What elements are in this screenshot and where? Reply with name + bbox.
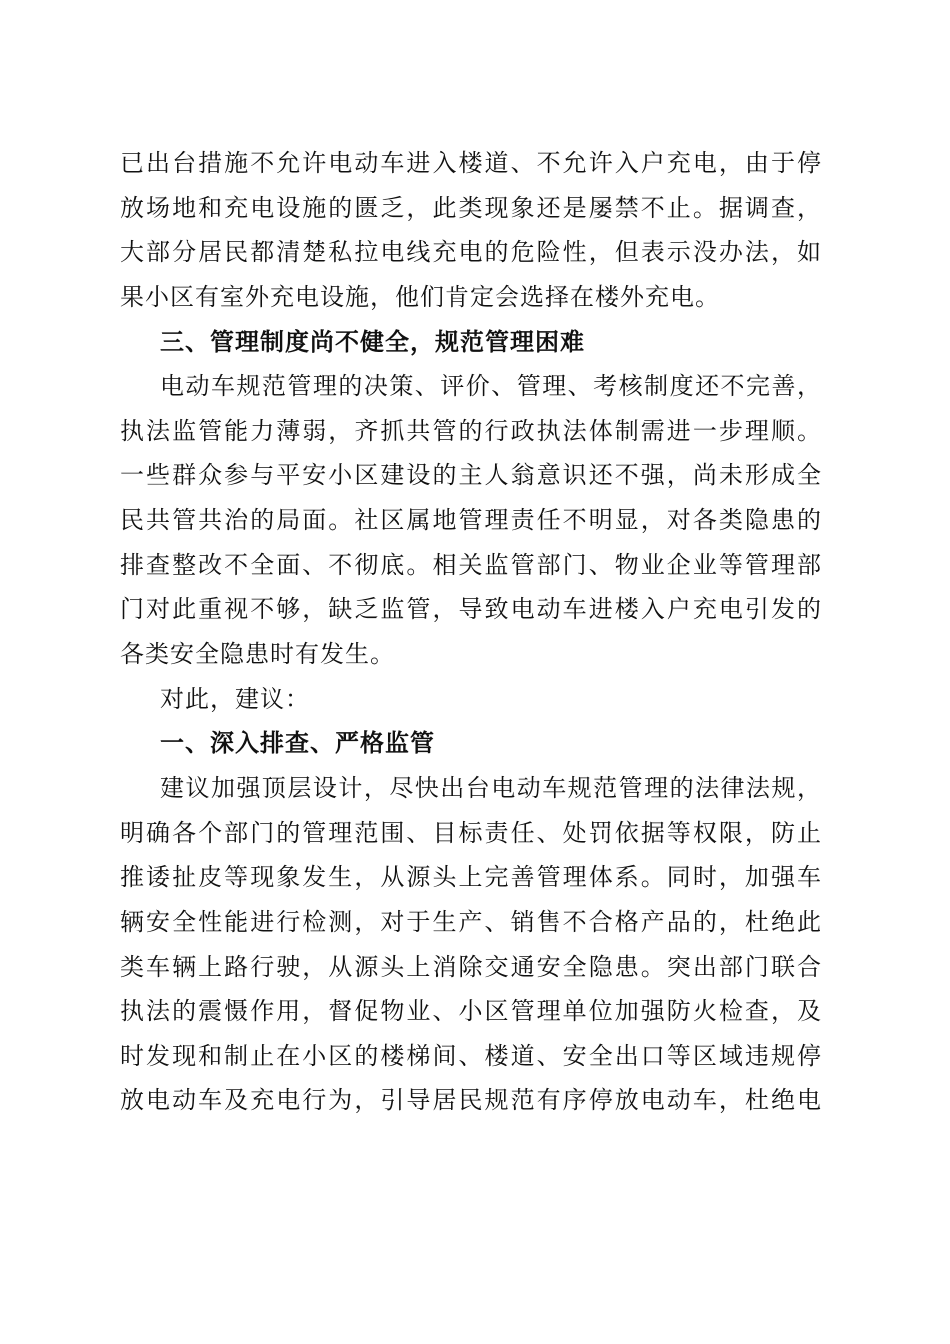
text-line: 明确各个部门的管理范围、目标责任、处罚依据等权限，防止 <box>120 818 822 847</box>
document-body <box>120 141 822 1123</box>
text-line: 民共管共治的局面。社区属地管理责任不明显，对各类隐患的 <box>120 506 822 535</box>
text-line: 推诿扯皮等现象发生，从源头上完善管理体系。同时，加强车 <box>120 863 822 892</box>
text-line: 辆安全性能进行检测，对于生产、销售不合格产品的，杜绝此 <box>120 907 822 936</box>
text-line: 门对此重视不够，缺乏监管，导致电动车进楼入户充电引发的 <box>120 595 822 624</box>
paragraph-management <box>120 364 822 676</box>
text-line: 执法监管能力薄弱，齐抓共管的行政执法体制需进一步理顺。 <box>120 416 822 445</box>
text-line: 各类安全隐患时有发生。 <box>120 640 395 669</box>
text-line: 时发现和制止在小区的楼梯间、楼道、安全出口等区域违规停 <box>120 1041 822 1070</box>
text-line: 果小区有室外充电设施，他们肯定会选择在楼外充电。 <box>120 282 720 311</box>
text-line: 已出台措施不允许电动车进入楼道、不允许入户充电，由于停 <box>120 149 822 177</box>
section-heading-1: 一、深入排查、严格监管 <box>160 729 435 758</box>
text-line: 类车辆上路行驶，从源头上消除交通安全隐患。突出部门联合 <box>120 952 822 981</box>
text-line: 大部分居民都清楚私拉电线充电的危险性，但表示没办法，如 <box>120 238 822 267</box>
text-line: 放场地和充电设施的匮乏，此类现象还是屡禁不止。据调查， <box>120 193 822 222</box>
text-line: 排查整改不全面、不彻底。相关监管部门、物业企业等管理部 <box>120 550 822 579</box>
text-line: 建议加强顶层设计，尽快出台电动车规范管理的法律法规， <box>160 773 822 802</box>
text-line: 执法的震慑作用，督促物业、小区管理单位加强防火检查，及 <box>120 997 822 1026</box>
text-line: 电动车规范管理的决策、评价、管理、考核制度还不完善， <box>160 372 822 401</box>
paragraph-recommendation <box>120 766 822 1123</box>
text-line: 一些群众参与平安小区建设的主人翁意识还不强，尚未形成全 <box>120 461 822 490</box>
suggestion-intro: 对此，建议： <box>160 684 310 713</box>
section-heading-3: 三、管理制度尚不健全，规范管理困难 <box>160 327 585 356</box>
text-line: 放电动车及充电行为，引导居民规范有序停放电动车，杜绝电 <box>120 1086 822 1115</box>
paragraph-continued <box>120 141 822 320</box>
